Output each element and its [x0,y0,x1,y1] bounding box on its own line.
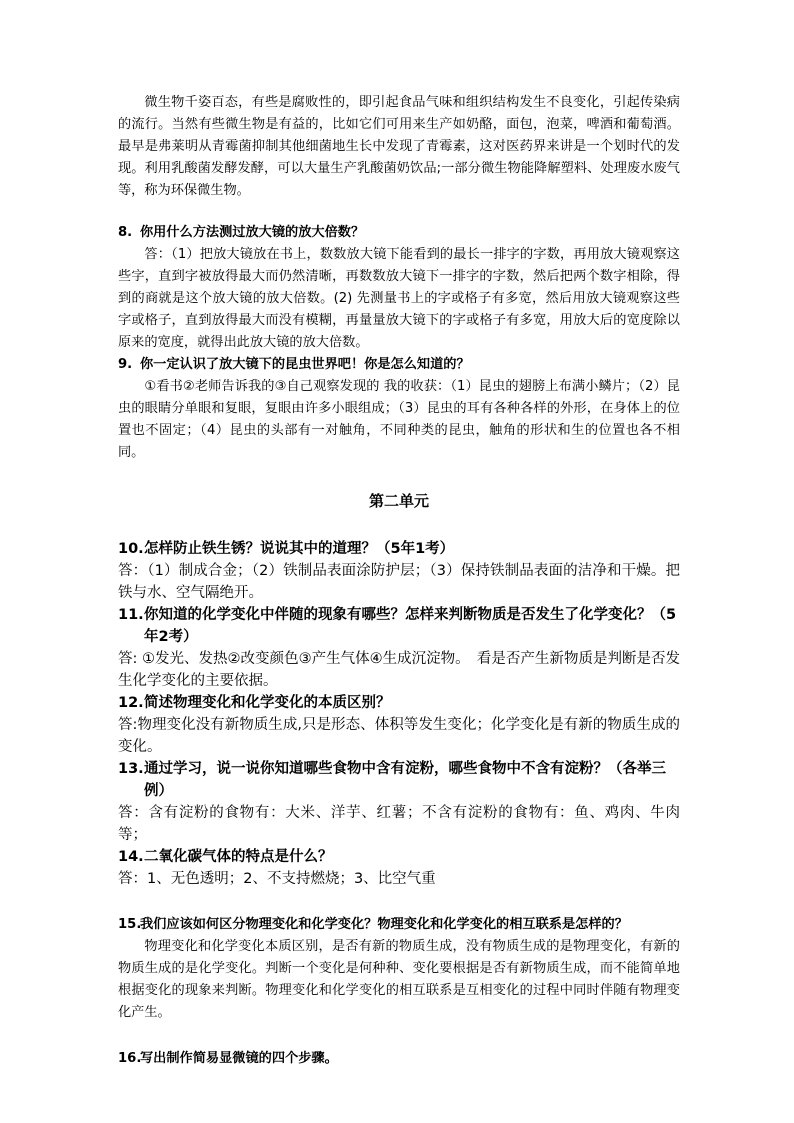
spacer [118,464,680,490]
question-text: 你知道的化学变化中伴随的现象有哪些？怎样来判断物质是否发生了化学变化？（5年2考） [144,607,677,645]
answer-10: 答：（1）制成合金；（2）铁制品表面涂防护层；（3）保持铁制品表面的洁净和干燥。把铁与水、空气隔绝开。 [118,563,680,601]
answer-9: ①看书②老师告诉我的③自己观察发现的 我的收获：（1）昆虫的翅膀上布满小鳞片；（2）昆虫的眼睛分单眼和复眼，复眼由许多小眼组成；（3）昆虫的耳有各种各样的外形，在身体上的位置也不固定；（4）昆虫的头部有一对触角，不同种类的昆虫，触角的形状和生的位置也各不相同。 [118,379,680,460]
question-8 [118,222,680,244]
question-text: 你一定认识了放大镜下的昆虫世界吧！你是怎么知道的？ [140,357,470,372]
question-text: 我们应该如何区分物理变化和化学变化？物理变化和化学变化的相互联系是怎样的？ [140,917,628,932]
answer-11: 答: ①发光、发热②改变颜色③产生气体④生成沉淀物。 看是否产生新物质是判断是否发生化学变化的主要依据。 [118,651,680,689]
answer-14: 答：1、无色透明；2、不支持燃烧；3、比空气重 [118,871,436,887]
question-12 [118,692,680,714]
question-13 [118,758,680,802]
question-text: 简述物理变化和化学变化的本质区别？ [144,695,391,711]
unit-title: 第二单元 [368,492,429,510]
question-number: 12. [118,695,144,711]
question-text: 二氧化碳气体的特点是什么？ [144,849,333,865]
spacer [118,512,680,538]
intro-paragraph: 微生物千姿百态，有些是腐败性的，即引起食品气味和组织结构发生不良变化，引起传染病的流行。当然有些微生物是有益的，比如它们可用来生产如奶酪，面包，泡菜，啤酒和葡萄酒。最早是弗莱明从青霉菌抑制其他细菌地生长中发现了青霉素，这对医药界来讲是一个划时代的发现。利用乳酸菌发酵发酵，可以大量生产乳酸菌奶饮品;一部分微生物能降解塑料、处理废水废气等，称为环保微生物。 [118,95,680,198]
question-text: 怎样防止铁生锈？说说其中的道理？（5年1考） [144,541,455,557]
answer-15: 物理变化和化学变化本质区别，是否有新的物质生成，没有物质生成的是物理变化，有新的物质生成的是化学变化。判断一个变化是何种种、变化要根据是否有新物质生成，而不能简单地根据变化的现象来判断。物理变化和化学变化的相互联系是互相变化的过程中同时伴随有物理变化产生。 [118,939,680,1020]
question-9 [118,354,680,376]
question-15 [118,914,680,936]
question-number: 9. [118,357,133,372]
question-text: 你用什么方法测过放大镜的放大倍数？ [140,225,365,240]
question-10 [118,538,680,560]
answer-13: 答：含有淀粉的食物有：大米、洋芋、红薯；不含有淀粉的食物有：鱼、鸡肉、牛肉等； [118,805,680,843]
spacer [118,202,680,222]
spacer [118,890,680,914]
question-number: 11. [118,607,144,623]
question-number: 10. [118,541,144,557]
document-page [118,92,680,1070]
question-number: 14. [118,849,144,865]
question-number: 13. [118,761,144,777]
question-14 [118,846,680,868]
question-number: 15. [118,917,142,932]
question-number: 16. [118,1051,142,1066]
question-16 [118,1048,680,1070]
question-text: 通过学习，说一说你知道哪些食物中含有淀粉，哪些食物中不含有淀粉？（各举三例） [144,761,666,799]
question-number: 8. [118,225,133,240]
answer-12: 答:物理变化没有新物质生成,只是形态、体积等发生变化；化学变化是有新的物质生成的变化。 [118,717,680,755]
answer-8: 答：（1）把放大镜放在书上，数数放大镜下能看到的最长一排字的字数，再用放大镜观察这些字，直到字被放得最大而仍然清晰，再数数放大镜下一排字的字数，然后把两个数字相除，得到的商就是这个放大镜的放大倍数。(2) 先测量书上的字或格子有多宽，然后用放大镜观察这些字或格子，直到放得最大而没有模糊，再量量放大镜下的字或格子有多宽，用放大后的宽度除以原来的宽度，就得出此放大镜的放大倍数。 [118,247,680,350]
question-text: 写出制作简易显微镜的四个步骤。 [140,1051,338,1066]
spacer [118,1024,680,1048]
question-11 [118,604,680,648]
